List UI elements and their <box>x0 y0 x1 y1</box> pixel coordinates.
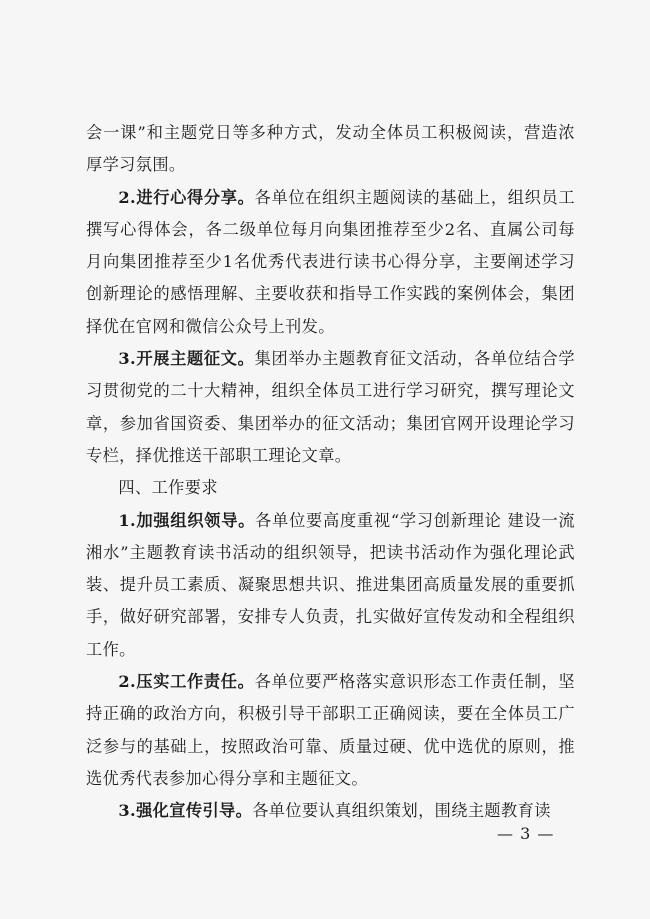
section-heading: 四、工作要求 <box>118 478 218 498</box>
paragraph-essay-activity <box>86 343 575 472</box>
requirement-text: 各单位要严格落实意识形态工作责任制，坚持正确的政治方向，积极引导干部职工正确阅读，要在全体员工广泛参与的基础上，按照政治可靠、质量过硬、优中选优的原则，推选优秀代表参加心得分享和主题征文。 <box>86 672 576 788</box>
paragraph-text: 各单位在组织主题阅读的基础上，组织员工撰写心得体会，各二级单位每月向集团推荐至少2名、直属公司每月向集团推荐至少1名优秀代表进行读书心得分享，主要阐述学习创新理论的感悟理解、主要收获和指导工作实践的案例体会，集团择优在官网和微信公众号上刊发。 <box>86 187 576 336</box>
requirement-leadership <box>86 505 575 666</box>
paragraph-lead: 3.开展主题征文。 <box>118 349 255 369</box>
requirement-text: 各单位要认真组织策划，围绕主题教育读 <box>252 801 551 821</box>
document-body <box>86 117 575 828</box>
requirement-lead: 2.压实工作责任。 <box>118 672 255 692</box>
requirement-lead: 1.加强组织领导。 <box>118 510 256 530</box>
requirement-responsibility <box>86 666 575 795</box>
paragraph-text: 集团举办主题教育征文活动，各单位结合学习贯彻党的二十大精神，组织全体员工进行学习研究，撰写理论文章，参加省国资委、集团举办的征文活动；集团官网开设理论学习专栏，择优推送干部职工理论文章。 <box>86 349 576 465</box>
requirement-text: 各单位要高度重视“学习创新理论 建设一流湘水”主题教育读书活动的组织领导，把读书活动作为强化理论武装、提升员工素质、凝聚思想共识、推进集团高质量发展的重要抓手，做好研究部署，安排专人负责，扎实做好宣传发动和全程组织工作。 <box>86 510 576 659</box>
paragraph-lead: 2.进行心得分享。 <box>118 187 255 207</box>
requirement-lead: 3.强化宣传引导。 <box>118 801 253 821</box>
paragraph-continued <box>86 117 575 182</box>
paragraph-text: 会一课”和主题党日等多种方式，发动全体员工积极阅读，营造浓厚学习氛围。 <box>86 123 575 175</box>
requirement-publicity <box>86 795 575 827</box>
page-number: — 3 — <box>497 824 555 843</box>
paragraph-share-experience <box>86 182 575 343</box>
